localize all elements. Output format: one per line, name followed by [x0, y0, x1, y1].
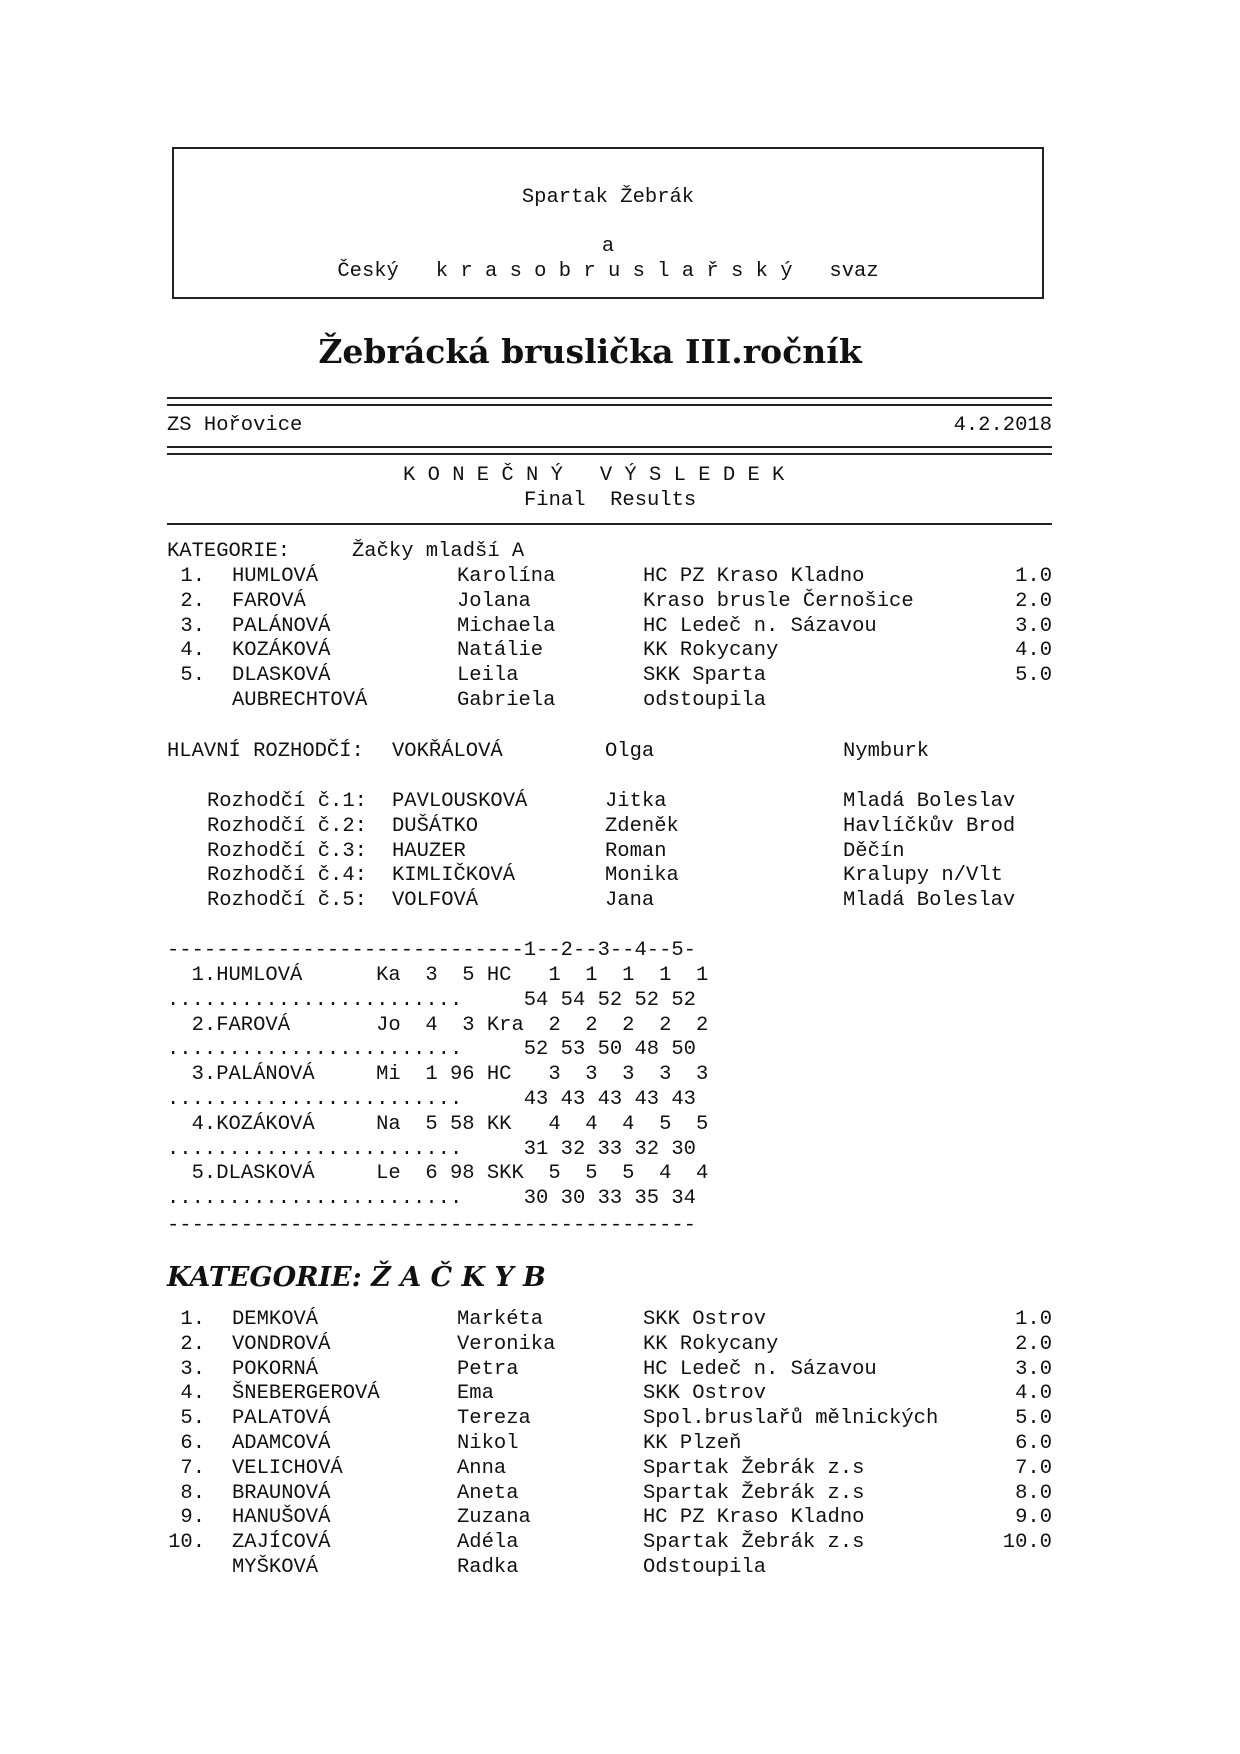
skater-first-name: Gabriela	[457, 689, 556, 712]
judge-first-name: Zdeněk	[605, 814, 679, 838]
skater-rank: 4.	[180, 1382, 205, 1406]
double-rule-bottom	[167, 446, 1052, 455]
skater-surname: POKORNÁ	[232, 1357, 319, 1381]
skater-rank: 10.	[168, 1531, 205, 1555]
skater-score: 2.0	[1015, 1332, 1052, 1356]
skater-club: HC Ledeč n. Sázavou	[643, 1357, 877, 1381]
judge-first-name: Jitka	[605, 790, 667, 813]
skater-score: 5.0	[1015, 1407, 1052, 1431]
skater-row	[167, 614, 1052, 639]
skater-first-name: Karolína	[457, 565, 556, 588]
skater-rank: 3.	[180, 1357, 205, 1381]
judge-label: Rozhodčí č.5:	[207, 889, 367, 913]
skater-score: 7.0	[1015, 1456, 1052, 1480]
skater-rank: 1.	[180, 565, 205, 588]
skater-surname: DEMKOVÁ	[232, 1308, 319, 1331]
skater-club: Kraso brusle Černošice	[643, 589, 914, 613]
skater-surname: FAROVÁ	[232, 589, 306, 613]
category-a-title	[167, 539, 1052, 564]
detail-row: 5.DLASKOVÁ Le 6 98 SKK 5 5 5 4 4	[167, 1162, 709, 1186]
skater-row	[167, 1555, 1052, 1580]
detail-row: ........................ 54 54 52 52 52	[167, 988, 696, 1012]
skater-club: Spol.bruslařů mělnických	[643, 1407, 939, 1431]
skater-row	[167, 1505, 1052, 1530]
skater-surname: KOZÁKOVÁ	[232, 639, 331, 663]
double-rule-top	[167, 397, 1052, 406]
skater-club: KK Plzeň	[643, 1432, 742, 1455]
skater-row	[167, 1381, 1052, 1406]
skater-score: 9.0	[1015, 1506, 1052, 1530]
skater-first-name: Michaela	[457, 614, 556, 638]
detail-row: 4.KOZÁKOVÁ Na 5 58 KK 4 4 4 5 5	[167, 1112, 709, 1136]
skater-surname: AUBRECHTOVÁ	[232, 689, 368, 712]
skater-club: Odstoupila	[643, 1556, 767, 1579]
skater-surname: HUMLOVÁ	[232, 565, 319, 588]
detail-row: 2.FAROVÁ Jo 4 3 Kra 2 2 2 2 2	[167, 1013, 709, 1037]
judge-first-name: Monika	[605, 864, 679, 888]
skater-club: HC PZ Kraso Kladno	[643, 565, 865, 588]
skater-first-name: Ema	[457, 1382, 494, 1406]
skater-row	[167, 688, 1052, 713]
skater-score: 6.0	[1015, 1432, 1052, 1455]
skater-surname: PALATOVÁ	[232, 1407, 331, 1431]
skater-row	[167, 638, 1052, 663]
skater-score: 4.0	[1015, 1382, 1052, 1406]
skater-first-name: Adéla	[457, 1531, 519, 1555]
skater-score: 8.0	[1015, 1481, 1052, 1505]
skater-row	[167, 1530, 1052, 1555]
organizer-club: Spartak Žebrák	[521, 186, 695, 209]
event-date: 4.2.2018	[953, 414, 1052, 437]
skater-row	[167, 564, 1052, 589]
skater-club: Spartak Žebrák z.s	[643, 1456, 865, 1480]
detail-row: ........................ 52 53 50 48 50	[167, 1038, 696, 1062]
judge-first-name: Jana	[605, 889, 655, 913]
skater-row	[167, 1357, 1052, 1382]
skater-rank: 5.	[180, 1407, 205, 1431]
detail-row: ........................ 43 43 43 43 43	[167, 1088, 696, 1111]
organizer-and: a	[601, 235, 615, 258]
judge-first-name: Roman	[605, 839, 667, 863]
skater-rank: 2.	[180, 589, 205, 613]
judge-row	[167, 789, 1052, 814]
judge-surname: KIMLIČKOVÁ	[392, 864, 516, 888]
skater-score: 3.0	[1015, 1357, 1052, 1381]
category-b-heading: KATEGORIE: Ž A Č K Y B	[167, 1262, 546, 1293]
skater-club: SKK Sparta	[643, 664, 767, 688]
head-referee-row	[167, 739, 1052, 764]
skater-first-name: Markéta	[457, 1308, 544, 1331]
judge-surname: VOLFOVÁ	[392, 889, 479, 913]
skater-club: SKK Ostrov	[643, 1382, 767, 1406]
skater-surname: ŠNEBERGEROVÁ	[232, 1382, 380, 1406]
skater-rank: 5.	[180, 664, 205, 688]
judge-city: Mladá Boleslav	[843, 790, 1016, 813]
skater-score: 2.0	[1015, 589, 1052, 613]
judge-city: Mladá Boleslav	[843, 889, 1016, 913]
judge-row	[167, 839, 1052, 864]
skater-club: SKK Ostrov	[643, 1308, 767, 1331]
skater-surname: BRAUNOVÁ	[232, 1481, 331, 1505]
skater-first-name: Tereza	[457, 1407, 531, 1431]
skater-club: KK Rokycany	[643, 1332, 779, 1356]
skater-rank: 2.	[180, 1332, 205, 1356]
judge-label: Rozhodčí č.2:	[207, 814, 367, 838]
venue: ZS Hořovice	[167, 414, 303, 437]
judge-row	[167, 863, 1052, 888]
judge-surname: DUŠÁTKO	[392, 814, 479, 838]
skater-score: 3.0	[1015, 614, 1052, 638]
skater-surname: MYŠKOVÁ	[232, 1556, 319, 1579]
skater-row	[167, 1332, 1052, 1357]
judge-city: Kralupy n/Vlt	[843, 864, 1003, 888]
judge-row	[167, 888, 1052, 913]
skater-first-name: Petra	[457, 1357, 519, 1381]
skater-score: 4.0	[1015, 639, 1052, 663]
detail-row: ........................ 31 32 33 32 30	[167, 1137, 696, 1161]
skater-row	[167, 1307, 1052, 1332]
skater-first-name: Zuzana	[457, 1506, 531, 1530]
judge-row	[167, 814, 1052, 839]
skater-first-name: Anna	[457, 1456, 507, 1480]
skater-surname: VONDROVÁ	[232, 1332, 331, 1356]
skater-score: 1.0	[1015, 1308, 1052, 1331]
skater-surname: PALÁNOVÁ	[232, 614, 331, 638]
skater-score: 5.0	[1015, 664, 1052, 688]
skater-row	[167, 1456, 1052, 1481]
skater-rank: 9.	[180, 1506, 205, 1530]
skater-row	[167, 589, 1052, 614]
judge-city: Havlíčkův Brod	[843, 814, 1016, 838]
skater-row	[167, 1406, 1052, 1431]
detail-row: 3.PALÁNOVÁ Mi 1 96 HC 3 3 3 3 3	[167, 1063, 709, 1087]
skater-first-name: Natálie	[457, 639, 544, 663]
detail-table-header: -----------------------------1--2--3--4--5-	[167, 939, 696, 962]
organizer-box	[172, 147, 1044, 299]
skater-score: 1.0	[1015, 565, 1052, 588]
skater-first-name: Jolana	[457, 589, 531, 613]
page-title: Žebrácká bruslička III.ročník	[318, 332, 862, 371]
judge-label: Rozhodčí č.4:	[207, 864, 367, 888]
head-referee-surname: VOKŘÁLOVÁ	[392, 740, 503, 763]
skater-surname: ZAJÍCOVÁ	[232, 1531, 331, 1555]
skater-club: KK Rokycany	[643, 639, 779, 663]
skater-rank: 7.	[180, 1456, 205, 1480]
skater-surname: ADAMCOVÁ	[232, 1432, 331, 1455]
category-name: Žačky mladší A	[352, 540, 525, 563]
judge-surname: PAVLOUSKOVÁ	[392, 790, 528, 813]
rule-after-heading	[167, 523, 1052, 525]
skater-club: Spartak Žebrák z.s	[643, 1531, 865, 1555]
judge-label: Rozhodčí č.1:	[207, 790, 367, 813]
results-heading: K O N E Č N Ý V Ý S L E D E K	[403, 464, 785, 487]
skater-first-name: Radka	[457, 1556, 519, 1579]
skater-first-name: Nikol	[457, 1432, 519, 1455]
judge-label: Rozhodčí č.3:	[207, 839, 367, 863]
skater-rank: 3.	[180, 614, 205, 638]
head-referee-first: Olga	[605, 740, 655, 763]
skater-first-name: Aneta	[457, 1481, 519, 1505]
skater-row	[167, 1481, 1052, 1506]
skater-club: Spartak Žebrák z.s	[643, 1481, 865, 1505]
skater-surname: VELICHOVÁ	[232, 1456, 343, 1480]
detail-row: ........................ 30 30 33 35 34	[167, 1187, 696, 1211]
skater-rank: 4.	[180, 639, 205, 663]
detail-table-footer: -------------------------------------------	[167, 1214, 696, 1237]
skater-surname: HANUŠOVÁ	[232, 1506, 331, 1530]
judge-city: Děčín	[843, 839, 905, 863]
skater-first-name: Leila	[457, 664, 519, 688]
skater-surname: DLASKOVÁ	[232, 664, 331, 688]
skater-rank: 8.	[180, 1481, 205, 1505]
skater-rank: 6.	[180, 1432, 205, 1455]
detail-row: 1.HUMLOVÁ Ka 3 5 HC 1 1 1 1 1	[167, 964, 709, 987]
skater-club: HC Ledeč n. Sázavou	[643, 614, 877, 638]
head-referee-city: Nymburk	[843, 740, 930, 763]
head-referee-label: HLAVNÍ ROZHODČÍ:	[167, 740, 364, 763]
skater-club: odstoupila	[643, 689, 767, 712]
judge-surname: HAUZER	[392, 839, 466, 863]
skater-row	[167, 663, 1052, 688]
results-subheading: Final Results	[524, 489, 697, 512]
skater-first-name: Veronika	[457, 1332, 556, 1356]
venue-row	[167, 413, 1052, 438]
skater-rank: 1.	[180, 1308, 205, 1331]
organizer-federation: Český k r a s o b r u s l a ř s k ý svaz	[337, 260, 879, 283]
skater-club: HC PZ Kraso Kladno	[643, 1506, 865, 1530]
category-label: KATEGORIE:	[167, 540, 291, 563]
skater-score: 10.0	[1002, 1531, 1052, 1555]
skater-row	[167, 1431, 1052, 1456]
